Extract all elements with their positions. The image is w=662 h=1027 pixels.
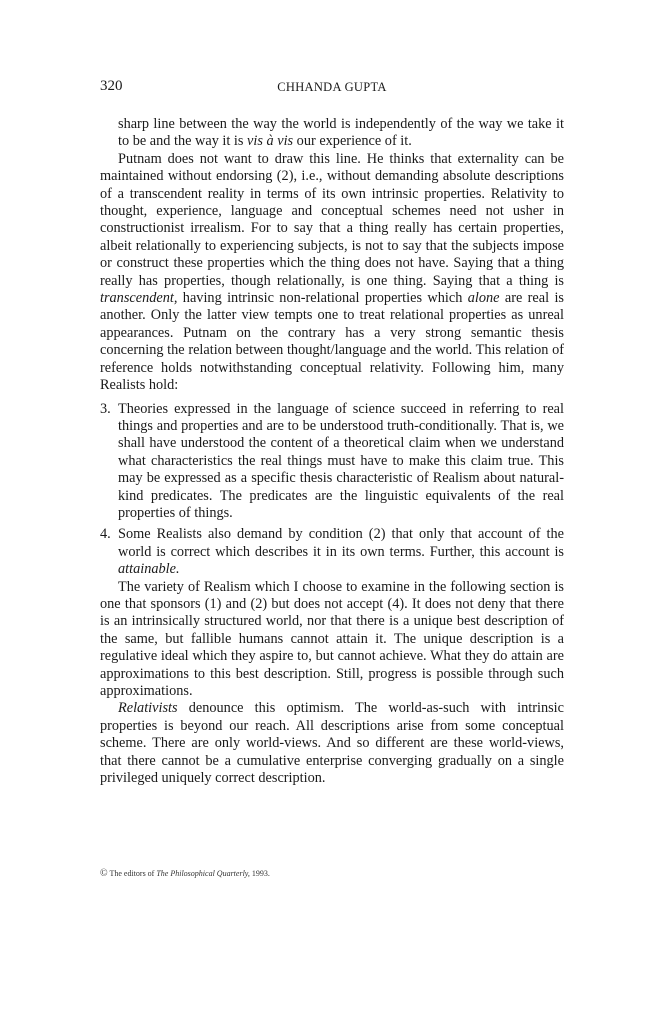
list-item-text xyxy=(118,526,564,578)
text-run: 1993. xyxy=(249,869,270,878)
italic-run: attainable. xyxy=(118,561,180,578)
italic-run: alone xyxy=(467,290,500,307)
text-run: Some Realists also demand by condition (2) that only that account of the world is correct which describes it in its own terms. Further, this account is xyxy=(118,526,564,560)
text-run: The editors of xyxy=(107,869,157,878)
running-head: CHHANDA GUPTA xyxy=(277,80,387,94)
text-run: Putnam does not want to draw this line. He thinks that externality can be maintained without endorsing (2), i.e., without demanding absolute descriptions of a transcendent reality in terms of its own intrinsic properties. Relativity to thought, experience, language and conceptual schemes need not usher in constructionist irrealism. For to say that a thing really has certain properties, albeit relationally to experiencing subjects, is not to say that the subjects impose or construct these properties which the thing does not have. Saying that a thing really has properties, though relationally, is one thing. Saying that a thing is xyxy=(100,150,564,289)
continuation-paragraph xyxy=(100,116,564,151)
body-text xyxy=(100,116,564,787)
journal-name: The Philosophical Quarterly, xyxy=(156,869,250,878)
paragraph-putnam xyxy=(100,151,564,395)
copyright-icon: © xyxy=(100,868,108,879)
list-number: 4. xyxy=(100,526,111,543)
italic-run: transcendent, xyxy=(100,290,178,307)
text-run: denounce this optimism. The world-as-such with intrinsic properties is beyond our reach. All descriptions arise from some conceptual scheme. There are only world-views. And so different are these world-views, that there cannot be a cumulative enterprise converging gradually on a single privileged uniquely correct description. xyxy=(100,700,564,787)
list-number: 3. xyxy=(100,400,111,417)
paragraph-relativists xyxy=(100,700,564,787)
list-item-3 xyxy=(100,401,564,523)
page-header xyxy=(100,78,564,100)
text-run: our experience of it. xyxy=(293,133,412,150)
text-run: having intrinsic non-relational properties which xyxy=(177,290,468,307)
italic-run: vis à vis xyxy=(247,133,294,150)
list-item-text: Theories expressed in the language of science succeed in referring to real things and properties and are to be understood truth-conditionally. That is, we shall have understood the content of a theoretical claim when we understand what characteristics the real things must have to make this claim true. This may be expressed as a specific thesis characteristic of Realism about natural-kind predicates. The predicates are the linguistic equivalents of the real properties of things. xyxy=(118,400,564,521)
paragraph-variety: The variety of Realism which I choose to examine in the following section is one that sponsors (1) and (2) but does not accept (4). It does not deny that there is an intrinsically structured world, nor that there is a unique best description of the same, but fallible humans cannot attain it. The unique description is a regulative ideal which they aspire to, but cannot achieve. What they do attain are approximations to this best description. Still, progress is possible through such approximations. xyxy=(100,578,564,699)
text-run: are real is another. Only the latter view tempts one to treat relational properties as unreal appearances. Putnam on the contrary has a very strong semantic thesis concerning the relation between thought/language and the world. This relation of reference holds notwithstanding conceptual relativity. Following him, many Realists hold: xyxy=(100,290,564,394)
page-number: 320 xyxy=(100,78,123,94)
italic-run: Relativists xyxy=(118,700,178,717)
text-run: sharp line between the way the world is independently of the way we take it to be and the way it is xyxy=(118,116,564,150)
list-item-4 xyxy=(100,526,564,578)
copyright-notice xyxy=(100,868,270,879)
